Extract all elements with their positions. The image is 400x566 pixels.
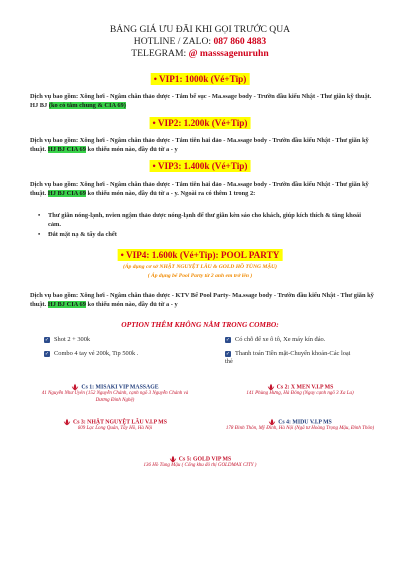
hotline-line [0,36,400,48]
branch-3-address: 609 Lạc Long Quân, Tây Hồ, Hà Nội [77,426,153,432]
bullet-dot-icon: • [38,212,41,219]
telegram-handle[interactable]: @ masssagenuruhn [188,48,269,59]
branch-4-name: Cs 4: MIDU V.I.P MS [278,419,332,426]
lotus-icon [169,455,177,463]
checkbox-checked-icon: ✓ [44,350,50,357]
telegram-label: TELEGRAM: [131,48,187,59]
lotus-icon [268,418,276,426]
checkbox-checked-icon: ✓ [44,336,50,343]
hotline-number[interactable]: 087 860 4883 [213,36,267,47]
branch-2-name: Cs 2: X MEN V.I.P MS [276,384,334,391]
branch-1 [40,383,190,404]
vip2-title: • VIP2: 1.200k (Vé+Tip) [150,117,251,129]
lotus-icon [63,418,71,426]
vip4-description: Dịch vụ bao gồm: Xông hơi - Ngâm chân thảo dược - KTV Bể Pool Party- Ma.ssage body - Trườn đầu kiểu Nhật - Thư giãn kỹ thuật. HJ BJ CIA 69 ko thiếu món nào, đầy đủ từ a - y [30,292,374,308]
branch-1-address: 41 Nguyễn Như Uyên (152 Nguyễn Chánh, cạnh ngõ 3 Nguyễn Chánh và Dương Đình Nghệ) [41,391,189,403]
vip3-bullet-2: • Đắt mặt nạ & tẩy da chết [38,231,117,238]
page-title: BẢNG GIÁ ƯU ĐÃI KHI GỌI TRƯỚC QUA [109,24,291,35]
vip3-highlight: HJ BJ CIA 69 [47,189,86,197]
option-item-4: ✓ Thanh toán Tiền mặt-Chuyển khoản-Các loại thẻ [225,350,351,366]
telegram-line [0,48,400,60]
vip4-title: • VIP4: 1.600k (Vé+Tip): POOL PARTY [118,249,283,261]
branch-3 [40,418,190,433]
vip1-highlight: (ko có tắm chung & CIA 69) [48,101,126,109]
vip3-bullet-1: • Thư giãn nóng-lạnh, nvien ngậm thảo dược nóng-lạnh để thư giãn kèn sáo cho khách, giúp kích thích & tăng khoái cảm. [38,212,362,228]
branch-4-address: 178 Đình Thôn, Mỹ Đình, Hà Nội (Ngã tư Hoàng Trọng Mậu, Đình Thôn) [225,426,375,432]
branch-2 [220,383,380,398]
branch-5-address: 136 Hồ Tùng Mậu ( Cổng khu đô thị GOLDMAX CITY ) [143,463,257,469]
branch-1-name: Cs 1: MISAKI VIP MASSAGE [81,384,159,391]
hotline-label: HOTLINE / ZALO: [133,36,212,47]
vip3-title: • VIP3: 1.400k (Vé+Tip) [150,160,251,172]
vip2-highlight: HJ BJ CIA 69 [47,145,86,153]
branch-4 [220,418,380,433]
checkbox-checked-icon: ✓ [225,350,231,357]
vip4-note-pool: ( Áp dụng bể Pool Party từ 2 anh em trở lên ) [147,273,253,279]
vip1-title: • VIP1: 1000k (Vé+Tip) [151,73,250,85]
checkbox-checked-icon: ✓ [225,336,231,343]
option-item-1: ✓ Shot 2 + 300k [44,336,91,343]
branch-2-address: 141 Phùng Hưng, Hà Đông (Ngay cạnh ngõ 3 Xa La) [246,391,354,397]
lotus-icon [71,383,79,391]
bullet-dot-icon: • [38,231,41,238]
branch-3-name: Cs 3: NHẬT NGUYỆT LÂU V.I.P MS [73,419,167,426]
options-title: OPTION THÊM KHÔNG NẰM TRONG COMBO: [121,320,279,329]
vip1-description: Dịch vụ bao gồm: Xông hơi - Ngâm chân thảo dược - Tắm bể sục - Ma.ssage body - Trườn đầu kiểu Nhật - Thư giãn kỹ thuật. HJ BJ (ko có tắm chung & CIA 69) [30,93,372,109]
option-item-2: ✓ Combo 4 tay vé 200k, Tip 500k . [44,350,139,357]
vip2-description: Dịch vụ bao gồm: Xông hơi - Ngâm chân thảo dược - Tắm tiên hải đảo - Ma.ssage body - Trườn đầu kiểu Nhật - Thư giãn kỹ thuật. HJ BJ CIA 69 ko thiếu món nào, đầy đủ từ a - y [30,137,369,153]
option-item-3: ✓ Có chỗ để xe ô tô, Xe máy kín đáo. [225,336,326,343]
branch-5-name: Cs 5: GOLD VIP MS [178,456,232,463]
branch-5 [110,455,290,470]
vip4-note-location: (Áp dụng cơ sở NHẬT NGUYỆT LÂU & GOLD HỒ TÙNG MẬU) [122,264,278,270]
lotus-icon [267,383,275,391]
vip3-description: Dịch vụ bao gồm: Xông hơi - Ngâm chân thảo dược - Tắm tiên hải đảo - Ma.ssage body - Trườn đầu kiểu Nhật - Thư giãn kỹ thuật. HJ BJ CIA 69 ko thiếu món nào, đầy đủ từ a - y. Ngoài ra có thêm 1 trong 2: [30,181,369,197]
vip4-highlight: HJ BJ CIA 69 [47,300,86,308]
